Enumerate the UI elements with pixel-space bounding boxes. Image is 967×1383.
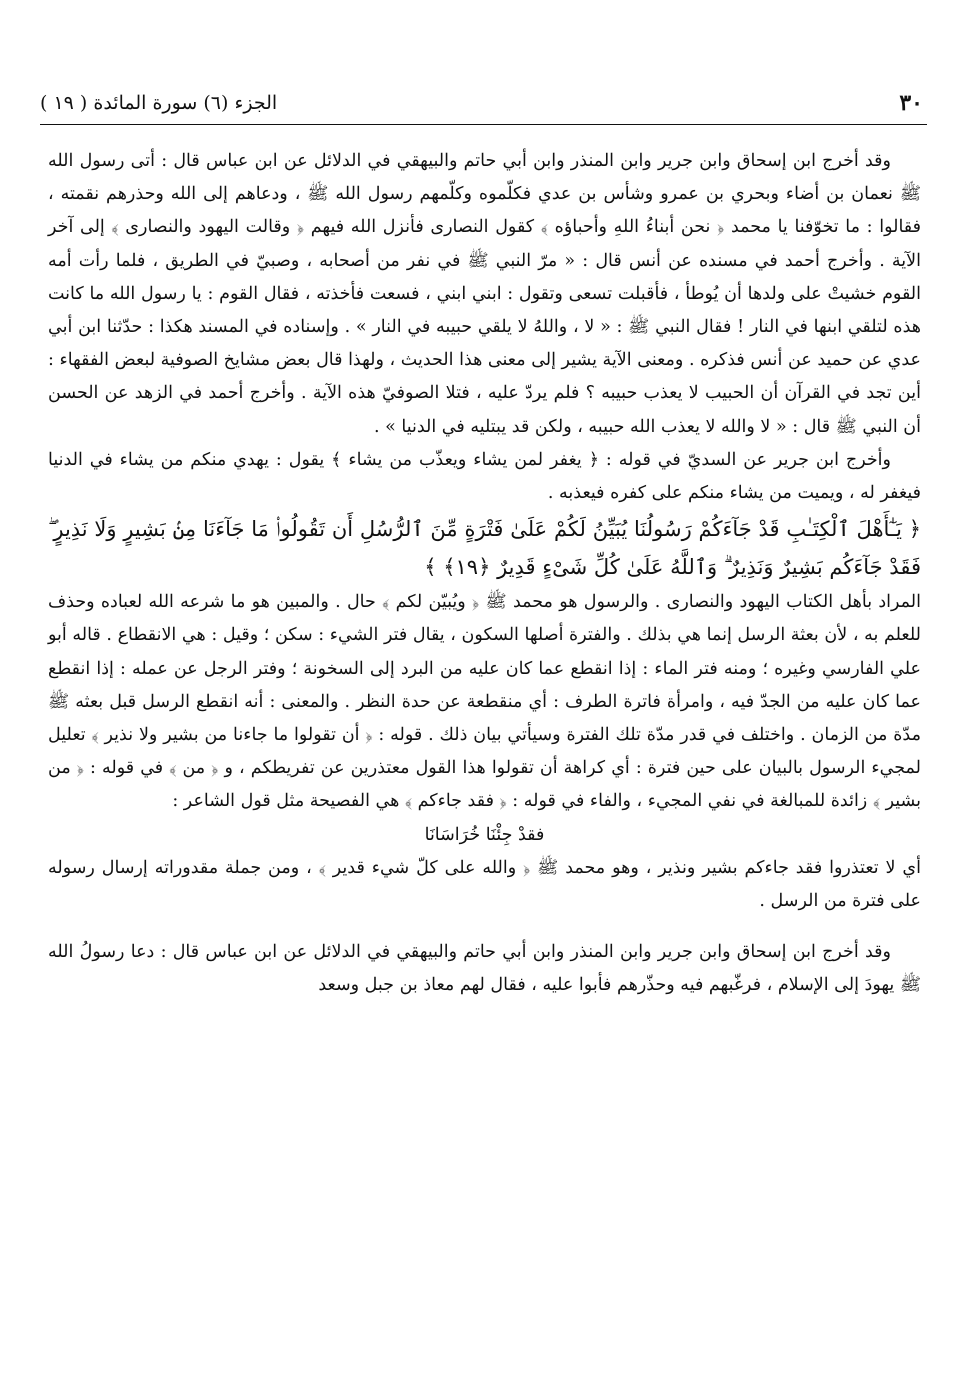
page-header [40,86,927,125]
quran-verse: ﴿ يَـٰٓأَهْلَ ٱلْكِتَـٰبِ قَدْ جَآءَكُمْ رَسُولُنَا يُبَيِّنُ لَكُمْ عَلَىٰ فَتْرَةٍ مِّنَ ٱلرُّسُلِ أَن تَقُولُوا۟ مَا جَآءَنَا مِنۢ بَشِيرٍ وَلَا نَذِيرٍ ۖ فَقَدْ جَآءَكُم بَشِيرٌ وَنَذِيرٌ ۗ وَٱللَّهُ عَلَىٰ كُلِّ شَىْءٍ قَدِيرٌ ﴿١٩﴾ ﴾ [48,517,921,580]
page-body [48,145,921,1003]
paragraph-suddi: وأخرج ابن جرير عن السديّ في قوله : ﴿ يغفر لمن يشاء ويعذّب من يشاء ﴾ يقول : يهدي منكم من يشاء في الدنيا فيغفر له ، ويميت من يشاء منكم على كفره فيعذبه . [48,449,921,504]
tafsir-paragraph-3: وقد أخرج ابن إسحاق وابن جرير وابن المنذر وابن أبي حاتم والبيهقي في الدلائل عن ابن عباس قال : دعا رسولُ الله ﷺ يهودَ إلى الإسلام ، فرغّبهم فيه وحذّرهم فأبوا عليه ، فقال لهم معاذ بن جبل وسعد [48,942,921,996]
paragraph-hadith: وقد أخرج ابن إسحاق وابن جرير وابن المنذر وابن أبي حاتم والبيهقي في الدلائل عن ابن عباس قال : أتى رسول الله ﷺ نعمان بن أضاء وبحري بن عمرو وشأس بن عدي فكلّموه وكلّمهم رسول الله ﷺ ، ودعاهم إلى الله وحذرهم نقمته ، فقالوا : ما تخوّفنا يا محمد ﴿ نحن أبناءُ اللهِ وأحباؤه ﴾ كقول النصارى فأنزل الله فيهم ﴿ وقالت اليهود والنصارى ﴾ إلى آخر الآية . وأخرج أحمد في مسنده عن أنس قال : « مرّ النبي ﷺ في نفر من أصحابه ، وصبيّ في الطريق ، فلما رأت أمه القوم خشيتْ على ولدها أن يُوطأ ، فأقبلت تسعى وتقول : ابني ابني ، فسعت فأخذته ، فقال القوم : يا رسول الله ما كانت هذه لتلقي ابنها في النار ! فقال النبي ﷺ : « لا ، واللهُ لا يلقي حبيبه في النار » . وإسناده في المسند هكذا : حدّثنا ابن أبي عدي عن حميد عن أنس فذكره . ومعنى الآية يشير إلى معنى هذا الحديث ، ولهذا قال بعض مشايخ الصوفية لبعض الفقهاء : أين تجد في القرآن أن الحبيب لا يعذب حبيبه ؟ فلم يردّ عليه ، فتلا الصوفيّ هذه الآية . وأخرج أحمد في الزهد عن الحسن أن النبي ﷺ قال : « لا والله لا يعذب الله حبيبه ، ولكن قد يبتليه في الدنيا » . [48,151,922,437]
page-number: ٣٠ [899,90,923,116]
tafsir-paragraph-2: أي لا تعتذروا فقد جاءكم بشير ونذير ، وهو محمد ﷺ ﴿ والله على كلّ شيء قدير ﴾ ، ومن جملة مقدوراته إرسال رسوله على فترة من الرسل . [48,857,921,912]
poetry-line: فقدْ جِئْنَا خُرَاسَانَا [424,824,545,845]
tafsir-paragraph: المراد بأهل الكتاب اليهود والنصارى . والرسول هو محمد ﷺ ﴿ ويُبيّن لكم ﴾ حال . والمبين هو ما شرعه الله لعباده وحذف للعلم به ، لأن بعثة الرسل إنما هي بذلك . والفترة أصلها السكون ، يقال فتر الشيء : سكن ؛ وقيل : هي الانقطاع . قاله أبو علي الفارسي وغيره ؛ ومنه فتر الماء : إذا انقطع عما كان عليه من البرد إلى السخونة ؛ وفتر الرجل عن عمله : إذا انقطع عما كان عليه من الجدّ فيه ، وامرأة فاترة الطرف : أي منقطعة عن حدة النظر . والمعنى : أنه انقطع الرسل قبل بعثه ﷺ مدّة من الزمان . واختلف في قدر مدّة تلك الفترة وسيأتي بيان ذلك . قوله : ﴿ أن تقولوا ما جاءنا من بشير ولا نذير ﴾ تعليل لمجيء الرسول بالبيان على حين فترة : أي كراهة أن تقولوا هذا القول معتذرين عن تفريطكم ، و ﴿ من ﴾ في قوله : ﴿ من بشير ﴾ زائدة للمبالغة في نفي المجيء ، والفاء في قوله : ﴿ فقد جاءكم ﴾ هي الفصيحة مثل قول الشاعر : [48,592,921,812]
paragraph-gap [48,918,921,936]
running-title: الجزء (٦) سورة المائدة ( ١٩ ) [40,92,278,114]
